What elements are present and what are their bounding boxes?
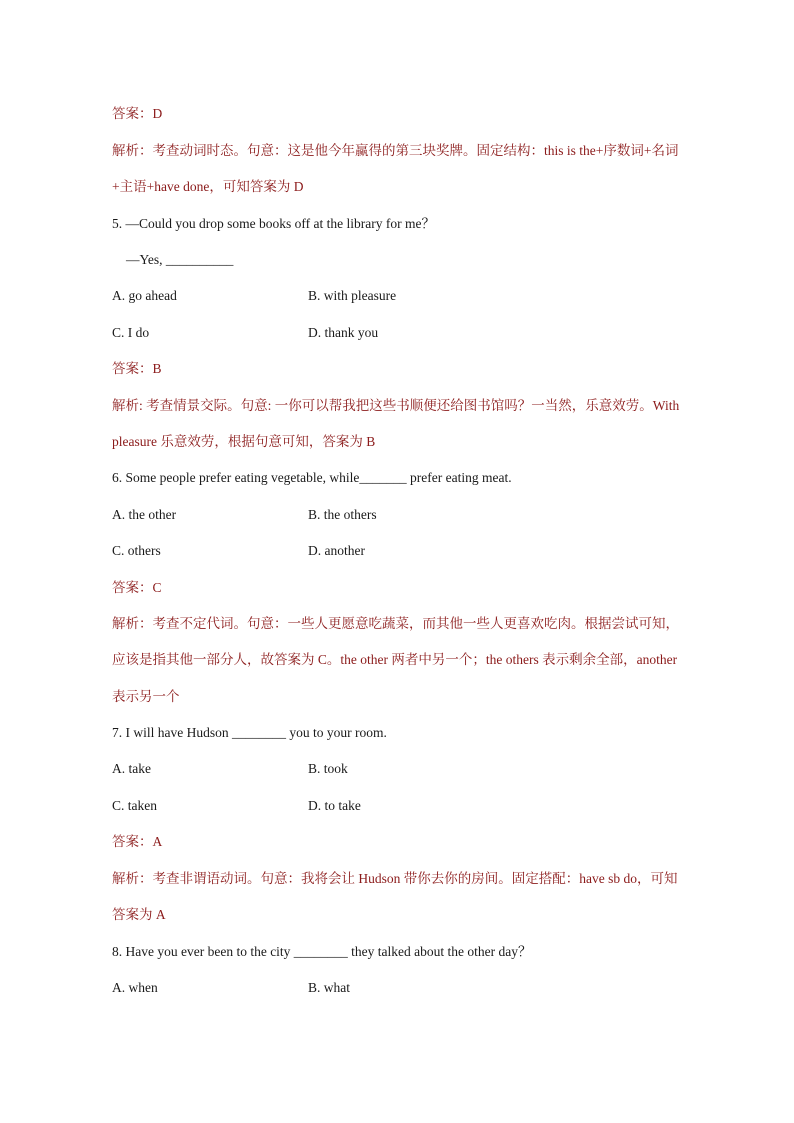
q6-analysis-line-3: 表示另一个 (112, 689, 180, 704)
q4-analysis-line-2: +主语+have done，可知答案为 D (112, 179, 304, 194)
q5-question: 5. —Could you drop some books off at the library for me？ (112, 216, 435, 231)
q5-analysis-line-1: 解析: 考查情景交际。句意: 一你可以帮我把这些书顺便还给图书馆吗？一当然，乐意效劳。With (112, 398, 680, 413)
q7-analysis-line-1: 解析：考查非谓语动词。句意：我将会让 Hudson 带你去你的房间。固定搭配：have sb do，可知 (112, 871, 678, 886)
q7-option-d: D. to take (308, 798, 361, 813)
q7-option-c: C. taken (112, 798, 157, 813)
q8-option-a: A. when (112, 980, 158, 995)
q6-option-a: A. the other (112, 507, 177, 522)
q7-answer: 答案：A (112, 834, 163, 849)
q5-option-c: C. I do (112, 325, 150, 340)
q6-option-d: D. another (308, 543, 365, 558)
q5-option-b: B. with pleasure (308, 288, 397, 303)
q5-reply: —Yes, __________ (126, 252, 234, 267)
q8-question: 8. Have you ever been to the city ________ they talked about the other day？ (112, 944, 532, 959)
q6-option-b: B. the others (308, 507, 377, 522)
q7-question: 7. I will have Hudson ________ you to your room. (112, 725, 387, 740)
q6-analysis-line-1: 解析：考查不定代词。句意：一些人更愿意吃蔬菜，而其他一些人更喜欢吃肉。根据尝试可知， (112, 616, 679, 631)
q6-analysis-line-2: 应该是指其他一部分人，故答案为 C。the other 两者中另一个；the others 表示剩余全部，another (112, 652, 678, 667)
q8-option-b: B. what (308, 980, 350, 995)
q4-answer: 答案：D (112, 106, 163, 121)
q7-analysis-line-2: 答案为 A (112, 907, 166, 922)
q6-option-c: C. others (112, 543, 161, 558)
q6-question: 6. Some people prefer eating vegetable, while_______ prefer eating meat. (112, 470, 512, 485)
q5-analysis-line-2: pleasure 乐意效劳，根据句意可知，答案为 B (112, 434, 376, 449)
q4-analysis-line-1: 解析：考查动词时态。句意：这是他今年赢得的第三块奖牌。固定结构：this is the+序数词+名词 (112, 143, 679, 158)
q5-answer: 答案：B (112, 361, 162, 376)
q7-option-b: B. took (308, 761, 348, 776)
q5-option-d: D. thank you (308, 325, 379, 340)
q6-answer: 答案：C (112, 580, 162, 595)
q5-option-a: A. go ahead (112, 288, 177, 303)
q7-option-a: A. take (112, 761, 151, 776)
